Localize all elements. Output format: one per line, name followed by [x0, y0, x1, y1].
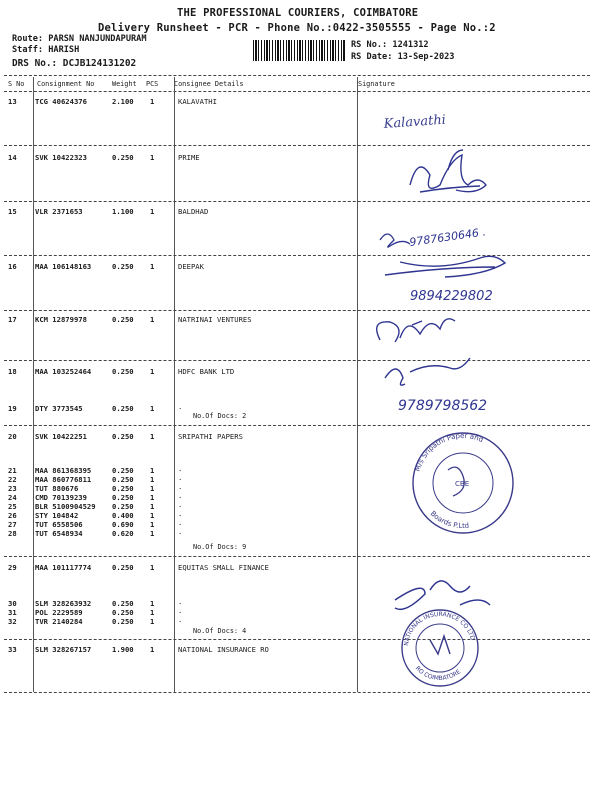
column-line — [33, 77, 34, 692]
row-weight: 0.250 — [112, 493, 134, 502]
svg-text:M/s Sripathi Paper and: M/s Sripathi Paper and — [413, 431, 485, 473]
row-sno: 21 — [8, 466, 17, 475]
row-sno: 17 — [8, 315, 17, 324]
handwritten-phone-hdfc: 9789798562 — [398, 398, 488, 414]
row-weight: 0.250 — [112, 262, 134, 271]
row-sno: 16 — [8, 262, 17, 271]
company-title: THE PROFESSIONAL COURIERS, COIMBATORE — [177, 7, 419, 19]
row-consignment: MAA 106148163 — [35, 262, 92, 271]
divider — [4, 310, 590, 311]
row-sno: 32 — [8, 617, 17, 626]
row-pcs: 1 — [150, 502, 155, 511]
row-weight: 0.690 — [112, 520, 134, 529]
divider — [4, 145, 590, 146]
row-sno: 20 — [8, 432, 17, 441]
route-label: Route: PARSN NANJUNDAPURAM — [12, 34, 147, 44]
row-sno: 23 — [8, 484, 17, 493]
divider — [4, 556, 590, 557]
svg-text:CBE: CBE — [455, 480, 470, 488]
row-sno: 29 — [8, 563, 17, 572]
col-consignment: Consignment No — [37, 80, 95, 88]
handwritten-phone-deepak: 9894229802 — [410, 289, 493, 304]
runsheet-subtitle: Delivery Runsheet - PCR - Phone No.:0422-3505555 - Page No.:2 — [98, 22, 496, 34]
row-consignee: . — [178, 606, 183, 615]
row-sno: 15 — [8, 207, 17, 216]
row-pcs: 1 — [150, 207, 155, 216]
column-line — [174, 77, 175, 692]
col-signature: Signature — [358, 80, 395, 88]
row-pcs: 1 — [150, 315, 155, 324]
col-consignee: Consignee Details — [174, 80, 244, 88]
row-consignment: MAA 103252464 — [35, 367, 92, 376]
row-pcs: 1 — [150, 153, 155, 162]
row-weight: 0.250 — [112, 466, 134, 475]
row-weight: 0.250 — [112, 475, 134, 484]
row-sno: 27 — [8, 520, 17, 529]
row-consignee: . — [178, 527, 183, 536]
row-sno: 24 — [8, 493, 17, 502]
row-consignment: SLM 328263932 — [35, 599, 92, 608]
row-pcs: 1 — [150, 466, 155, 475]
divider — [4, 425, 590, 426]
row-consignee: EQUITAS SMALL FINANCE — [178, 563, 269, 572]
docs-count: No.Of Docs: 9 — [193, 543, 247, 551]
column-line — [357, 77, 358, 692]
row-pcs: 1 — [150, 484, 155, 493]
row-consignment: MAA 101117774 — [35, 563, 92, 572]
docs-count: No.Of Docs: 4 — [193, 627, 247, 635]
row-pcs: 1 — [150, 97, 155, 106]
row-pcs: 1 — [150, 404, 155, 413]
row-consignment: SLM 328267157 — [35, 645, 92, 654]
row-sno: 26 — [8, 511, 17, 520]
row-consignee: . — [178, 464, 183, 473]
row-pcs: 1 — [150, 367, 155, 376]
row-pcs: 1 — [150, 511, 155, 520]
row-consignment: VLR 2371653 — [35, 207, 83, 216]
signature-natrinai — [377, 319, 455, 342]
row-weight: 0.620 — [112, 529, 134, 538]
signature-hdfc — [385, 358, 470, 385]
row-consignee: . — [178, 615, 183, 624]
row-weight: 0.250 — [112, 432, 134, 441]
divider — [4, 639, 590, 640]
signature-deepak — [385, 256, 505, 277]
row-pcs: 1 — [150, 529, 155, 538]
row-consignee: KALAVATHI — [178, 97, 217, 106]
docs-count: No.Of Docs: 2 — [193, 412, 247, 420]
row-pcs: 1 — [150, 432, 155, 441]
row-weight: 1.100 — [112, 207, 134, 216]
col-pcs: PCS — [146, 80, 159, 88]
row-consignment: TCG 40624376 — [35, 97, 87, 106]
stamp-sripathi — [413, 432, 513, 533]
row-consignment: DTY 3773545 — [35, 404, 83, 413]
row-weight: 2.100 — [112, 97, 134, 106]
row-pcs: 1 — [150, 645, 155, 654]
divider — [4, 692, 590, 693]
signature-prime — [410, 150, 486, 192]
row-sno: 13 — [8, 97, 17, 106]
barcode — [253, 40, 345, 61]
staff-label: Staff: HARISH — [12, 45, 80, 55]
svg-text:Boards P.Ltd: Boards P.Ltd — [428, 509, 470, 531]
row-sno: 14 — [8, 153, 17, 162]
row-consignee: . — [178, 500, 183, 509]
divider — [4, 75, 590, 76]
row-sno: 19 — [8, 404, 17, 413]
row-consignment: TUT 6548934 — [35, 529, 83, 538]
row-consignment: MAA 860776811 — [35, 475, 92, 484]
row-consignment: STY 104842 — [35, 511, 79, 520]
row-consignee: . — [178, 509, 183, 518]
row-consignment: KCM 12879978 — [35, 315, 87, 324]
row-consignment: BLR 5100904529 — [35, 502, 96, 511]
row-weight: 0.250 — [112, 563, 134, 572]
row-weight: 0.250 — [112, 404, 134, 413]
divider — [4, 360, 590, 361]
svg-text:RO COIMBATORE: RO COIMBATORE — [413, 665, 463, 683]
row-weight: 0.250 — [112, 315, 134, 324]
row-consignee: . — [178, 402, 183, 411]
row-consignee: NATIONAL INSURANCE RO — [178, 645, 269, 654]
handwritten-kalavathi: Kalavathi — [383, 112, 447, 132]
row-sno: 22 — [8, 475, 17, 484]
row-weight: 0.250 — [112, 484, 134, 493]
row-consignee: PRIME — [178, 153, 200, 162]
col-weight: Weight — [112, 80, 137, 88]
rs-date: RS Date: 13-Sep-2023 — [351, 52, 455, 62]
row-pcs: 1 — [150, 493, 155, 502]
row-consignee: . — [178, 491, 183, 500]
rs-number: RS No.: 1241312 — [351, 40, 429, 50]
row-consignee: . — [178, 518, 183, 527]
drs-number: DRS No.: DCJB124131202 — [12, 58, 137, 69]
col-sno: S No — [8, 80, 25, 88]
row-consignee: . — [178, 473, 183, 482]
row-consignment: TUT 880676 — [35, 484, 79, 493]
row-pcs: 1 — [150, 617, 155, 626]
row-consignment: MAA 861368395 — [35, 466, 92, 475]
row-sno: 28 — [8, 529, 17, 538]
row-weight: 0.250 — [112, 153, 134, 162]
row-consignee: NATRINAI VENTURES — [178, 315, 252, 324]
row-pcs: 1 — [150, 608, 155, 617]
row-consignee: BALDHAD — [178, 207, 209, 216]
row-consignee: . — [178, 597, 183, 606]
row-pcs: 1 — [150, 599, 155, 608]
row-sno: 33 — [8, 645, 17, 654]
row-pcs: 1 — [150, 262, 155, 271]
row-consignee: HDFC BANK LTD — [178, 367, 235, 376]
row-pcs: 1 — [150, 563, 155, 572]
row-consignment: SVK 10422323 — [35, 153, 87, 162]
row-consignee: DEEPAK — [178, 262, 204, 271]
divider — [4, 91, 590, 92]
row-consignment: POL 2229589 — [35, 608, 83, 617]
row-consignment: SVK 10422251 — [35, 432, 87, 441]
row-consignee: SRIPATHI PAPERS — [178, 432, 243, 441]
svg-text:NATIONAL INSURANCE CO LTD: NATIONAL INSURANCE CO LTD — [403, 610, 476, 647]
handwritten-phone-baldhad: 9787630646 . — [408, 225, 487, 249]
row-weight: 0.250 — [112, 617, 134, 626]
row-sno: 30 — [8, 599, 17, 608]
row-sno: 31 — [8, 608, 17, 617]
row-weight: 0.250 — [112, 608, 134, 617]
divider — [4, 201, 590, 202]
signature-equitas — [395, 581, 490, 610]
row-weight: 0.400 — [112, 511, 134, 520]
row-consignment: TVR 2140284 — [35, 617, 83, 626]
row-weight: 0.250 — [112, 502, 134, 511]
row-sno: 25 — [8, 502, 17, 511]
row-pcs: 1 — [150, 475, 155, 484]
row-pcs: 1 — [150, 520, 155, 529]
stamp-national-insurance — [402, 610, 478, 686]
row-sno: 18 — [8, 367, 17, 376]
row-weight: 1.900 — [112, 645, 134, 654]
row-weight: 0.250 — [112, 367, 134, 376]
row-consignment: TUT 6558506 — [35, 520, 83, 529]
row-weight: 0.250 — [112, 599, 134, 608]
row-consignment: CMD 70139239 — [35, 493, 87, 502]
signature-baldhad — [380, 234, 410, 247]
row-consignee: . — [178, 482, 183, 491]
divider — [4, 255, 590, 256]
